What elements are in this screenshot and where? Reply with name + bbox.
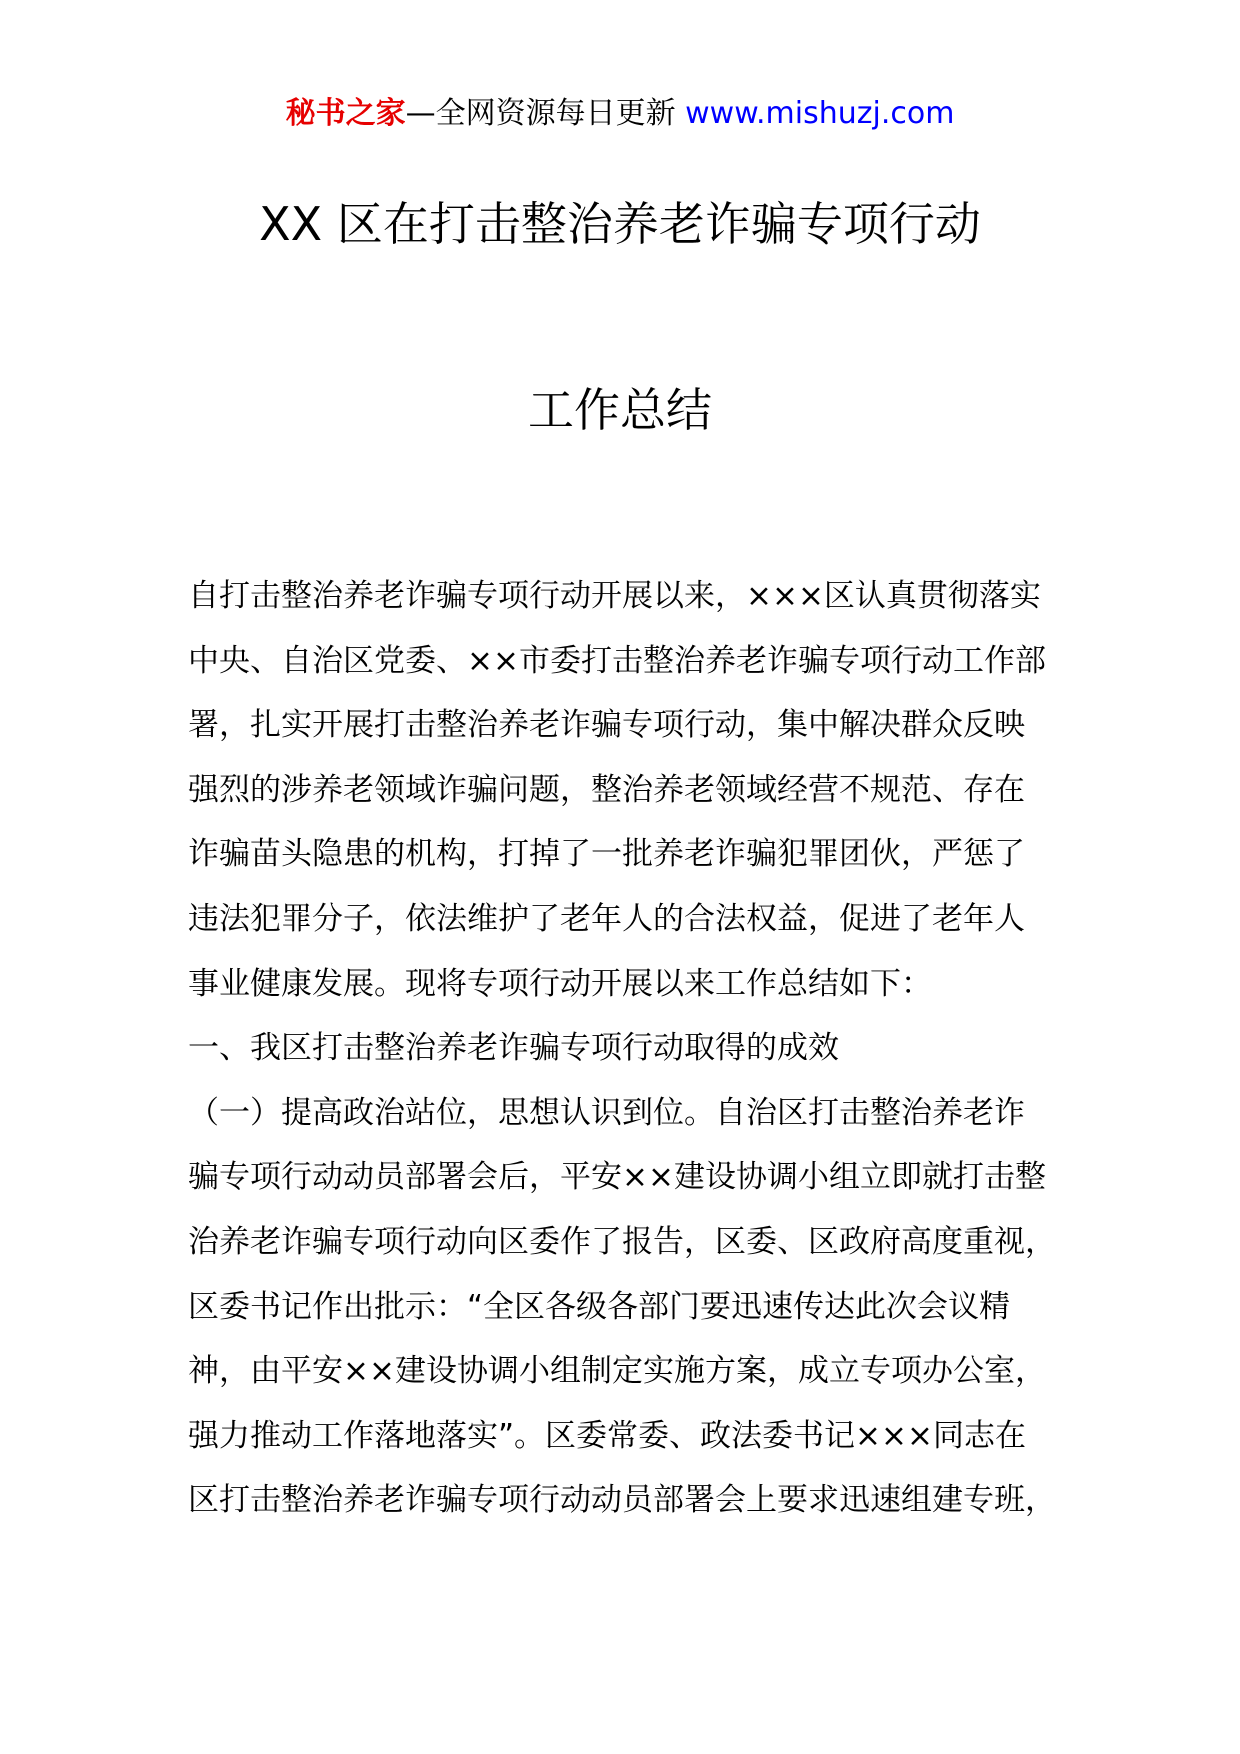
document-body xyxy=(188,564,1088,1533)
body-line: 署，扎实开展打击整治养老诈骗专项行动，集中解决群众反映 xyxy=(188,707,1025,744)
document-title-line-2: 工作总结 xyxy=(528,383,712,437)
site-url-link[interactable]: www.mishuzj.com xyxy=(685,96,955,131)
body-line: 诈骗苗头隐患的机构，打掉了一批养老诈骗犯罪团伙，严惩了 xyxy=(188,836,1025,873)
body-line: 区委书记作出批示：“全区各级各部门要迅速传达此次会议精 xyxy=(188,1288,1011,1325)
body-line: 神，由平安××建设协调小组制定实施方案，成立专项办公室， xyxy=(188,1353,1046,1390)
section-heading: 一、我区打击整治养老诈骗专项行动取得的成效 xyxy=(188,1030,839,1067)
body-line: 强力推动工作落地落实”。区委常委、政法委书记×××同志在 xyxy=(188,1417,1026,1454)
body-line: 违法犯罪分子，依法维护了老年人的合法权益，促进了老年人 xyxy=(188,900,1025,937)
body-line: 治养老诈骗专项行动向区委作了报告，区委、区政府高度重视， xyxy=(188,1223,1056,1260)
body-line: 强烈的涉养老领域诈骗问题，整治养老领域经营不规范、存在 xyxy=(188,771,1025,808)
document-title-line-1: XX 区在打击整治养老诈骗专项行动 xyxy=(259,197,981,251)
body-line: 事业健康发展。现将专项行动开展以来工作总结如下： xyxy=(188,965,932,1002)
site-header xyxy=(0,94,1240,134)
body-line: （一）提高政治站位，思想认识到位。自治区打击整治养老诈 xyxy=(188,1094,1025,1131)
body-line: 中央、自治区党委、××市委打击整治养老诈骗专项行动工作部 xyxy=(188,642,1046,679)
site-brand: 秘书之家 xyxy=(285,96,406,131)
site-tagline: —全网资源每日更新 xyxy=(405,96,686,131)
body-line: 区打击整治养老诈骗专项行动动员部署会上要求迅速组建专班， xyxy=(188,1482,1056,1519)
body-line: 自打击整治养老诈骗专项行动开展以来，×××区认真贯彻落实 xyxy=(188,578,1041,614)
body-line: 骗专项行动动员部署会后，平安××建设协调小组立即就打击整 xyxy=(188,1159,1046,1196)
